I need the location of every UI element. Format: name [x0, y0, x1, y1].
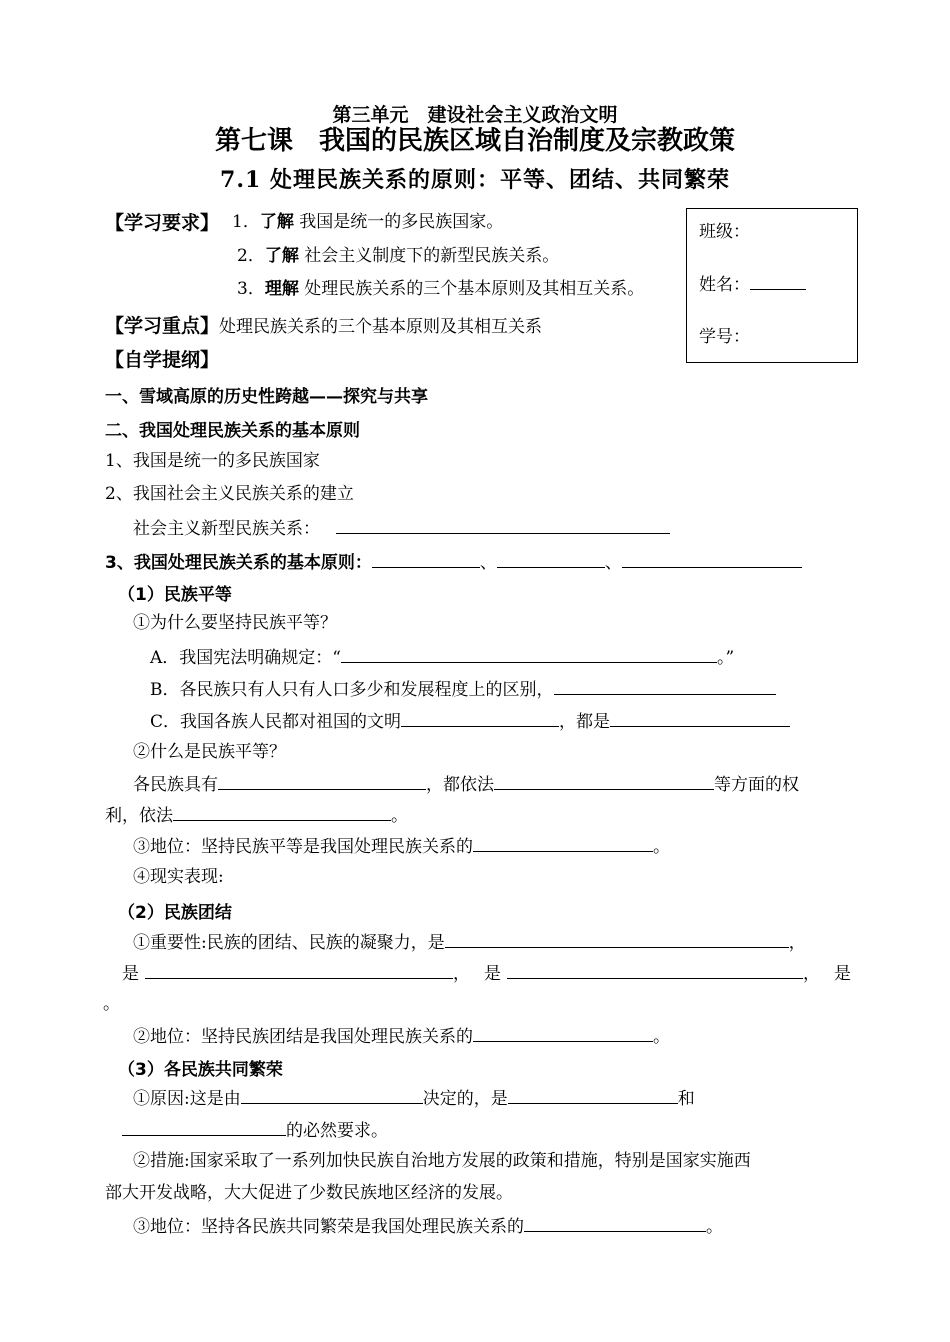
- fill-blank[interactable]: [554, 677, 776, 695]
- prosperity-reason-line2: 的必然要求。: [122, 1118, 388, 1142]
- unity-title: （2）民族团结: [118, 903, 232, 923]
- unit-title: 第三单元 建设社会主义政治文明: [332, 104, 618, 126]
- fill-blank[interactable]: [524, 1214, 706, 1232]
- fill-blank[interactable]: [173, 803, 391, 821]
- fill-blank[interactable]: [508, 1086, 678, 1104]
- prosperity-measures-line2: 部大开发战略，大大促进了少数民族地区经济的发展。: [105, 1183, 513, 1203]
- fill-blank[interactable]: [401, 709, 559, 727]
- equality-title: （1）民族平等: [118, 585, 232, 605]
- unity-status: ②地位：坚持民族团结是我国处理民族关系的 。: [133, 1024, 670, 1048]
- outline-label: 【自学提纲】: [105, 349, 220, 371]
- fill-blank[interactable]: [218, 772, 426, 790]
- outline-section-2: 二、我国处理民族关系的基本原则: [105, 421, 360, 441]
- class-label: 班级：: [699, 222, 750, 242]
- requirement-item-2: 2．了解 社会主义制度下的新型民族关系。: [237, 246, 560, 266]
- section-title: 7.1 处理民族关系的原则：平等、团结、共同繁荣: [220, 167, 730, 193]
- fill-blank[interactable]: [241, 1086, 423, 1104]
- requirement-item-3: 3．理解 处理民族关系的三个基本原则及其相互关系。: [237, 279, 645, 299]
- key-points: 【学习重点】处理民族关系的三个基本原则及其相互关系: [105, 315, 543, 337]
- requirement-item-1: 1．了解 我国是统一的多民族国家。: [232, 212, 504, 232]
- fill-blank[interactable]: [494, 772, 714, 790]
- requirements-label: 【学习要求】: [105, 212, 220, 234]
- unity-importance-line2: 是 ， 是 ， 是: [122, 961, 851, 985]
- prosperity-measures-line1: ②措施:国家采取了一系列加快民族自治地方发展的政策和措施，特别是国家实施西: [133, 1151, 751, 1171]
- point-1: 1、我国是统一的多民族国家: [105, 451, 320, 471]
- fill-blank[interactable]: [445, 930, 789, 948]
- fill-blank[interactable]: [341, 645, 717, 663]
- new-relations-line: 社会主义新型民族关系：: [133, 516, 670, 540]
- equality-a: A．我国宪法明确规定：“ 。”: [150, 645, 734, 669]
- fill-blank[interactable]: [507, 961, 803, 979]
- fill-blank[interactable]: [473, 834, 653, 852]
- equality-q2: ②什么是民族平等？: [133, 742, 286, 762]
- equality-q1: ①为什么要坚持民族平等？: [133, 613, 337, 633]
- lesson-title: 第七课 我国的民族区域自治制度及宗教政策: [214, 126, 735, 156]
- fill-blank[interactable]: [473, 1024, 653, 1042]
- point-2: 2、我国社会主义民族关系的建立: [105, 484, 354, 504]
- name-field[interactable]: 姓名：: [699, 270, 806, 295]
- fill-blank[interactable]: [610, 709, 790, 727]
- fill-blank[interactable]: [122, 1118, 286, 1136]
- equality-b: B．各民族只有人只有人口多少和发展程度上的区别，: [150, 677, 776, 701]
- unity-period: 。: [103, 994, 120, 1014]
- equality-def-line1: 各民族具有 ，都依法 等方面的权: [133, 772, 799, 796]
- principles-line: 3、我国处理民族关系的基本原则： 、 、: [105, 548, 802, 574]
- student-info-box: [686, 208, 858, 363]
- fill-blank[interactable]: [145, 961, 453, 979]
- equality-def-line2: 利，依法 。: [105, 803, 408, 827]
- equality-status: ③地位：坚持民族平等是我国处理民族关系的 。: [133, 834, 670, 858]
- outline-section-1: 一、雪域高原的历史性跨越——探究与共享: [105, 387, 428, 407]
- prosperity-status: ③地位：坚持各民族共同繁荣是我国处理民族关系的 。: [133, 1214, 723, 1238]
- equality-reality: ④现实表现:: [133, 867, 224, 887]
- fill-blank[interactable]: [497, 550, 605, 568]
- fill-blank[interactable]: [336, 516, 670, 534]
- id-label: 学号：: [699, 327, 750, 347]
- prosperity-reason: ①原因:这是由 决定的，是 和: [133, 1086, 695, 1110]
- prosperity-title: （3）各民族共同繁荣: [118, 1060, 283, 1080]
- fill-blank[interactable]: [622, 550, 802, 568]
- fill-blank[interactable]: [372, 550, 480, 568]
- equality-c: C．我国各族人民都对祖国的文明 ，都是: [150, 709, 790, 733]
- unity-importance: ①重要性:民族的团结、民族的凝聚力，是 ，: [133, 930, 806, 954]
